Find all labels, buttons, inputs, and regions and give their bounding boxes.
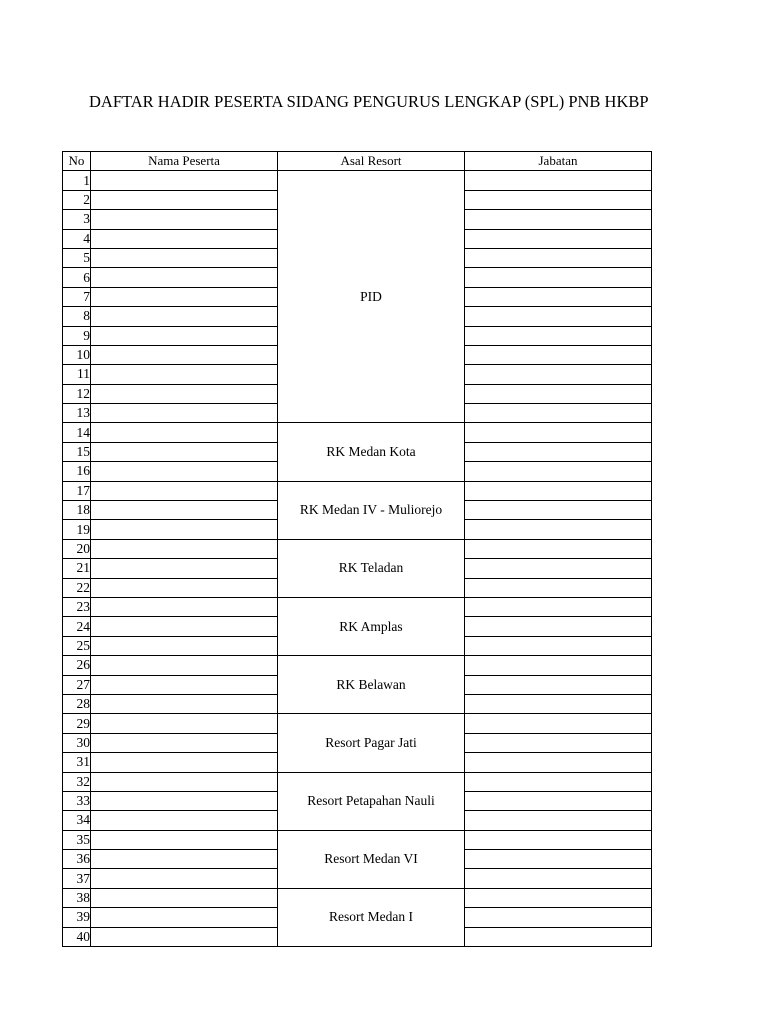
table-row: [63, 423, 652, 442]
nama-peserta-cell[interactable]: [91, 675, 278, 694]
table-row: [63, 597, 652, 616]
nama-peserta-cell[interactable]: [91, 229, 278, 248]
asal-resort-cell: RK Amplas: [278, 597, 465, 655]
header-asal-resort: Asal Resort: [278, 152, 465, 171]
nama-peserta-cell[interactable]: [91, 307, 278, 326]
jabatan-cell[interactable]: [465, 869, 652, 888]
row-number: 22: [63, 578, 91, 597]
nama-peserta-cell[interactable]: [91, 481, 278, 500]
header-nama-peserta: Nama Peserta: [91, 152, 278, 171]
jabatan-cell[interactable]: [465, 753, 652, 772]
row-number: 33: [63, 791, 91, 810]
jabatan-cell[interactable]: [465, 210, 652, 229]
nama-peserta-cell[interactable]: [91, 462, 278, 481]
jabatan-cell[interactable]: [465, 733, 652, 752]
jabatan-cell[interactable]: [465, 345, 652, 364]
document-title: DAFTAR HADIR PESERTA SIDANG PENGURUS LENGKAP (SPL) PNB HKBP: [89, 92, 649, 111]
asal-resort-cell: PID: [278, 171, 465, 423]
jabatan-cell[interactable]: [465, 539, 652, 558]
row-number: 7: [63, 287, 91, 306]
jabatan-cell[interactable]: [465, 248, 652, 267]
table-row: [63, 481, 652, 500]
jabatan-cell[interactable]: [465, 811, 652, 830]
table-row: [63, 539, 652, 558]
jabatan-cell[interactable]: [465, 714, 652, 733]
jabatan-cell[interactable]: [465, 694, 652, 713]
asal-resort-cell: RK Medan Kota: [278, 423, 465, 481]
jabatan-cell[interactable]: [465, 423, 652, 442]
nama-peserta-cell[interactable]: [91, 248, 278, 267]
jabatan-cell[interactable]: [465, 501, 652, 520]
row-number: 17: [63, 481, 91, 500]
jabatan-cell[interactable]: [465, 384, 652, 403]
row-number: 12: [63, 384, 91, 403]
jabatan-cell[interactable]: [465, 442, 652, 461]
nama-peserta-cell[interactable]: [91, 442, 278, 461]
nama-peserta-cell[interactable]: [91, 791, 278, 810]
nama-peserta-cell[interactable]: [91, 423, 278, 442]
table-row: [63, 171, 652, 190]
row-number: 21: [63, 559, 91, 578]
asal-resort-cell: RK Belawan: [278, 656, 465, 714]
jabatan-cell[interactable]: [465, 287, 652, 306]
header-no: No: [63, 152, 91, 171]
jabatan-cell[interactable]: [465, 520, 652, 539]
asal-resort-cell: Resort Petapahan Nauli: [278, 772, 465, 830]
row-number: 24: [63, 617, 91, 636]
asal-resort-cell: Resort Medan VI: [278, 830, 465, 888]
jabatan-cell[interactable]: [465, 636, 652, 655]
jabatan-cell[interactable]: [465, 268, 652, 287]
jabatan-cell[interactable]: [465, 190, 652, 209]
row-number: 10: [63, 345, 91, 364]
asal-resort-cell: RK Medan IV - Muliorejo: [278, 481, 465, 539]
row-number: 19: [63, 520, 91, 539]
nama-peserta-cell[interactable]: [91, 190, 278, 209]
nama-peserta-cell[interactable]: [91, 520, 278, 539]
nama-peserta-cell[interactable]: [91, 365, 278, 384]
asal-resort-cell: Resort Pagar Jati: [278, 714, 465, 772]
jabatan-cell[interactable]: [465, 307, 652, 326]
jabatan-cell[interactable]: [465, 404, 652, 423]
nama-peserta-cell[interactable]: [91, 927, 278, 946]
row-number: 11: [63, 365, 91, 384]
nama-peserta-cell[interactable]: [91, 811, 278, 830]
jabatan-cell[interactable]: [465, 365, 652, 384]
table-row: [63, 656, 652, 675]
nama-peserta-cell[interactable]: [91, 869, 278, 888]
nama-peserta-cell[interactable]: [91, 287, 278, 306]
table-row: [63, 772, 652, 791]
nama-peserta-cell[interactable]: [91, 772, 278, 791]
row-number: 3: [63, 210, 91, 229]
nama-peserta-cell[interactable]: [91, 210, 278, 229]
nama-peserta-cell[interactable]: [91, 326, 278, 345]
row-number: 16: [63, 462, 91, 481]
jabatan-cell[interactable]: [465, 675, 652, 694]
row-number: 28: [63, 694, 91, 713]
row-number: 40: [63, 927, 91, 946]
row-number: 29: [63, 714, 91, 733]
nama-peserta-cell[interactable]: [91, 888, 278, 907]
jabatan-cell[interactable]: [465, 850, 652, 869]
attendance-table: [62, 151, 652, 947]
nama-peserta-cell[interactable]: [91, 268, 278, 287]
row-number: 2: [63, 190, 91, 209]
jabatan-cell[interactable]: [465, 559, 652, 578]
row-number: 5: [63, 248, 91, 267]
row-number: 26: [63, 656, 91, 675]
jabatan-cell[interactable]: [465, 326, 652, 345]
row-number: 32: [63, 772, 91, 791]
jabatan-cell[interactable]: [465, 462, 652, 481]
jabatan-cell[interactable]: [465, 578, 652, 597]
row-number: 23: [63, 597, 91, 616]
row-number: 14: [63, 423, 91, 442]
row-number: 35: [63, 830, 91, 849]
jabatan-cell[interactable]: [465, 171, 652, 190]
row-number: 39: [63, 908, 91, 927]
nama-peserta-cell[interactable]: [91, 830, 278, 849]
jabatan-cell[interactable]: [465, 656, 652, 675]
nama-peserta-cell[interactable]: [91, 171, 278, 190]
nama-peserta-cell[interactable]: [91, 908, 278, 927]
nama-peserta-cell[interactable]: [91, 597, 278, 616]
nama-peserta-cell[interactable]: [91, 636, 278, 655]
row-number: 15: [63, 442, 91, 461]
row-number: 18: [63, 501, 91, 520]
nama-peserta-cell[interactable]: [91, 753, 278, 772]
nama-peserta-cell[interactable]: [91, 656, 278, 675]
row-number: 1: [63, 171, 91, 190]
row-number: 38: [63, 888, 91, 907]
jabatan-cell[interactable]: [465, 830, 652, 849]
nama-peserta-cell[interactable]: [91, 384, 278, 403]
jabatan-cell[interactable]: [465, 772, 652, 791]
nama-peserta-cell[interactable]: [91, 559, 278, 578]
nama-peserta-cell[interactable]: [91, 404, 278, 423]
header-jabatan: Jabatan: [465, 152, 652, 171]
row-number: 31: [63, 753, 91, 772]
jabatan-cell[interactable]: [465, 791, 652, 810]
jabatan-cell[interactable]: [465, 617, 652, 636]
table-row: [63, 830, 652, 849]
row-number: 9: [63, 326, 91, 345]
table-row: [63, 714, 652, 733]
row-number: 20: [63, 539, 91, 558]
nama-peserta-cell[interactable]: [91, 539, 278, 558]
nama-peserta-cell[interactable]: [91, 501, 278, 520]
jabatan-cell[interactable]: [465, 481, 652, 500]
row-number: 25: [63, 636, 91, 655]
row-number: 34: [63, 811, 91, 830]
nama-peserta-cell[interactable]: [91, 714, 278, 733]
row-number: 8: [63, 307, 91, 326]
row-number: 30: [63, 733, 91, 752]
jabatan-cell[interactable]: [465, 908, 652, 927]
table-header-row: [63, 152, 652, 171]
attendance-table-body: [63, 171, 652, 947]
document-title-wrapper: [89, 90, 655, 114]
row-number: 4: [63, 229, 91, 248]
jabatan-cell[interactable]: [465, 597, 652, 616]
nama-peserta-cell[interactable]: [91, 345, 278, 364]
nama-peserta-cell[interactable]: [91, 694, 278, 713]
nama-peserta-cell[interactable]: [91, 733, 278, 752]
row-number: 37: [63, 869, 91, 888]
nama-peserta-cell[interactable]: [91, 850, 278, 869]
nama-peserta-cell[interactable]: [91, 578, 278, 597]
jabatan-cell[interactable]: [465, 888, 652, 907]
row-number: 36: [63, 850, 91, 869]
jabatan-cell[interactable]: [465, 229, 652, 248]
asal-resort-cell: Resort Medan I: [278, 888, 465, 946]
row-number: 27: [63, 675, 91, 694]
nama-peserta-cell[interactable]: [91, 617, 278, 636]
row-number: 6: [63, 268, 91, 287]
asal-resort-cell: RK Teladan: [278, 539, 465, 597]
table-row: [63, 888, 652, 907]
jabatan-cell[interactable]: [465, 927, 652, 946]
row-number: 13: [63, 404, 91, 423]
